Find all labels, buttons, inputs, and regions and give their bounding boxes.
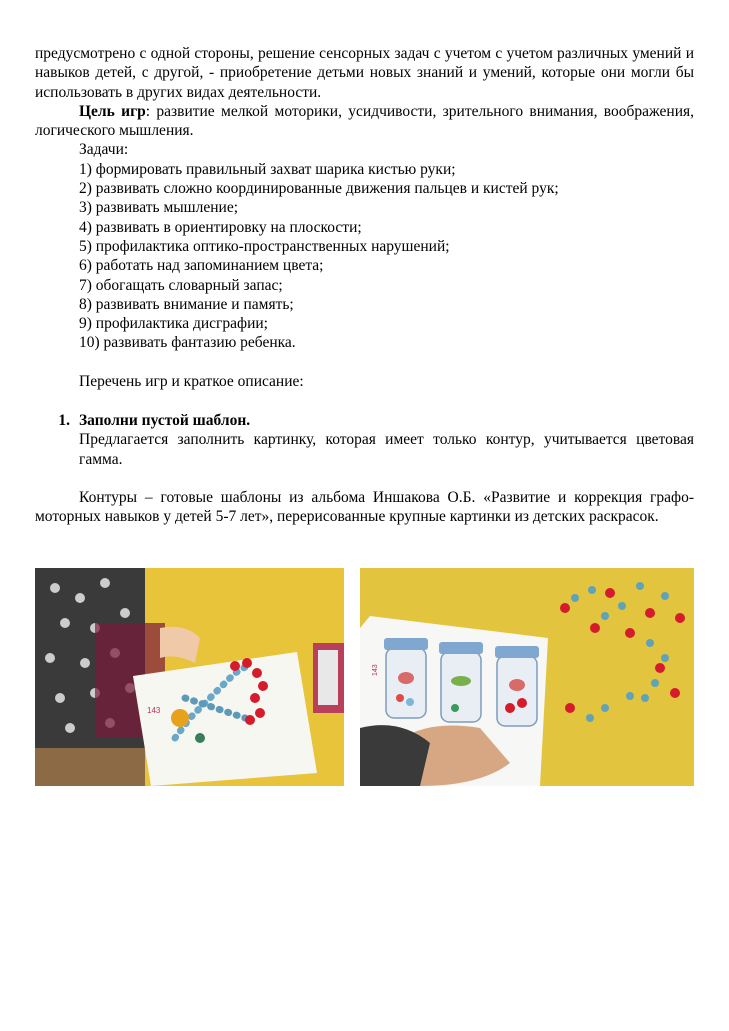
- game1-number: 1.: [58, 412, 70, 430]
- task-item: 7) обогащать словарный запас;: [79, 276, 283, 294]
- task-item: 1) формировать правильный захват шарика кистью руки;: [79, 160, 456, 178]
- task-item: 5) профилактика оптико-пространственных нарушений;: [79, 237, 450, 255]
- left-page-label: 143: [147, 706, 161, 715]
- task-item: 9) профилактика дисграфии;: [79, 315, 268, 333]
- photo-left: [35, 568, 344, 786]
- document-body: [35, 44, 694, 527]
- task-item: 4) развивать в ориентировку на плоскости;: [79, 218, 362, 236]
- contours-paragraph: Контуры – готовые шаблоны из альбома Иншакова О.Б. «Развитие и коррекция графо-моторных навыков у детей 5-7 лет», перерисованные крупные картинки из детских раскрасок.: [35, 488, 694, 526]
- task-item: 2) развивать сложно координированные движения пальцев и кистей рук;: [79, 180, 559, 198]
- photo-right: [360, 568, 694, 786]
- goal-label: Цель игр: [79, 102, 146, 120]
- tasks-heading: Задачи:: [79, 141, 129, 159]
- task-item: 8) развивать внимание и память;: [79, 295, 294, 313]
- game1-description: Предлагается заполнить картинку, которая имеет только контур, учитывается цветовая гамма.: [79, 431, 694, 468]
- right-page-label: 143: [372, 664, 379, 676]
- game1-title: Заполни пустой шаблон.: [79, 412, 251, 430]
- task-item: 6) работать над запоминанием цвета;: [79, 257, 324, 275]
- games-list-heading: Перечень игр и краткое описание:: [79, 372, 304, 390]
- intro-paragraph: предусмотрено с одной стороны, решение сенсорных задач с учетом с учетом различных умений и навыков детей, с другой, - приобретение детьми новых знаний и умений, которые они могли бы использовать в других видах деятельности.: [35, 45, 694, 101]
- task-item: 10) развивать фантазию ребенка.: [79, 334, 296, 352]
- goal-paragraph: [35, 102, 694, 141]
- task-item: 3) развивать мышление;: [79, 199, 239, 217]
- goal-text: : развитие мелкой моторики, усидчивости, зрительного внимания, воображения, логического мышления.: [35, 102, 694, 140]
- game1-title-row: [35, 411, 694, 430]
- photos-row: [35, 568, 694, 786]
